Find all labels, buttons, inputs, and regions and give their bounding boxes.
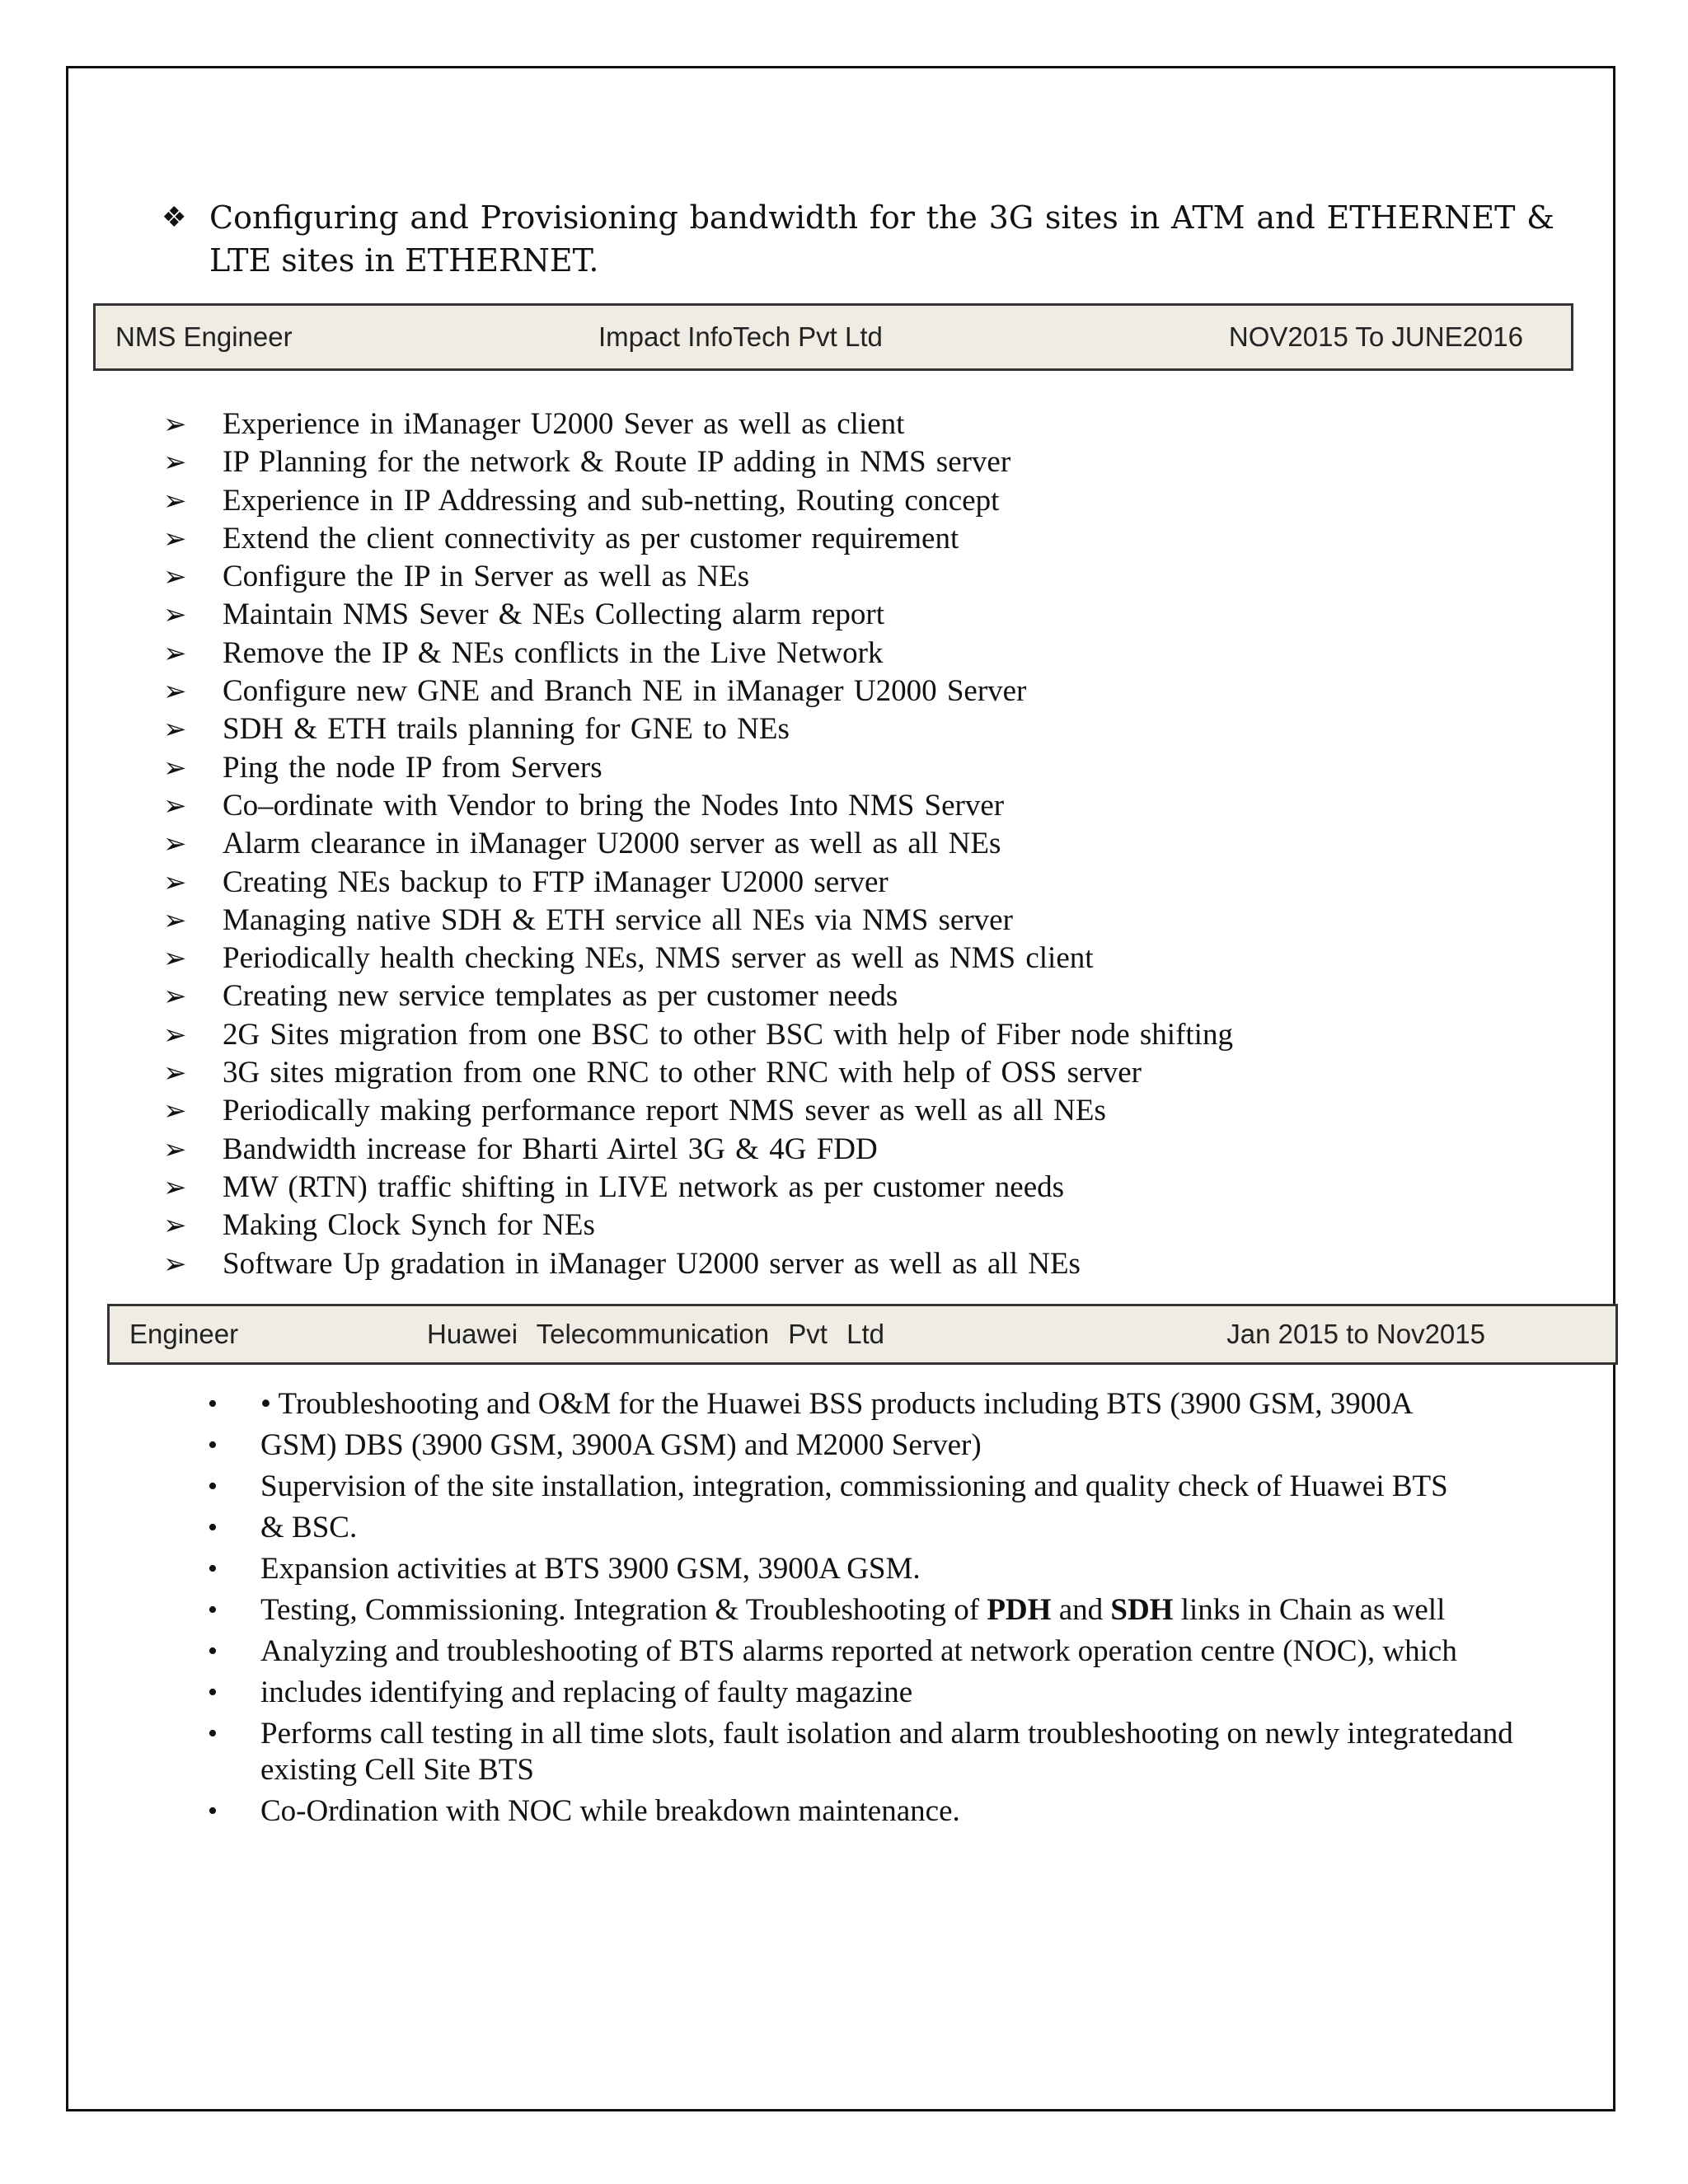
dot-bullet-icon: • <box>208 1796 218 1826</box>
arrow-bullet-icon: ➢ <box>163 1057 187 1090</box>
list-item <box>163 405 1482 443</box>
list-item-text: SDH & ETH trails planning for GNE to NEs <box>223 712 790 747</box>
arrow-bullet-icon: ➢ <box>163 598 187 632</box>
arrow-bullet-icon: ➢ <box>163 865 187 899</box>
arrow-bullet-icon: ➢ <box>163 789 187 823</box>
job-role: Engineer <box>129 1319 239 1349</box>
list-item <box>163 977 1482 1015</box>
list-item-text: Supervision of the site installation, integration, commissioning and quality check of Huawei BTS <box>260 1469 1448 1503</box>
job-header-engineer <box>107 1304 1618 1365</box>
huawei-duties-list <box>208 1386 1526 1835</box>
arrow-bullet-icon: ➢ <box>163 408 187 441</box>
job-company: Huawei Telecommunication Pvt Ltd <box>427 1319 884 1349</box>
arrow-bullet-icon: ➢ <box>163 484 187 518</box>
list-item-text: Configure the IP in Server as well as NEs <box>223 560 750 594</box>
arrow-bullet-icon: ➢ <box>163 942 187 976</box>
list-item-text: Experience in IP Addressing and sub-netting, Routing concept <box>223 483 1000 518</box>
list-item <box>163 1016 1482 1054</box>
list-item-text: Experience in iManager U2000 Sever as well as client <box>223 407 905 441</box>
job-period: Jan 2015 to Nov2015 <box>1226 1319 1485 1349</box>
list-item <box>163 635 1482 673</box>
list-item <box>163 1092 1482 1130</box>
list-item <box>163 558 1482 596</box>
job-role: NMS Engineer <box>115 321 293 352</box>
list-item <box>163 1054 1482 1092</box>
list-item-text: Software Up gradation in iManager U2000 server as well as all NEs <box>223 1246 1081 1281</box>
arrow-bullet-icon: ➢ <box>163 980 187 1014</box>
list-item <box>208 1427 1526 1464</box>
arrow-bullet-icon: ➢ <box>163 827 187 861</box>
list-item <box>163 902 1482 940</box>
list-item-text: includes identifying and replacing of faulty magazine <box>260 1675 913 1709</box>
list-item <box>163 1245 1482 1283</box>
list-item-text: GSM) DBS (3900 GSM, 3900A GSM) and M2000 Server) <box>260 1428 982 1462</box>
arrow-bullet-icon: ➢ <box>163 903 187 937</box>
dot-bullet-icon: • <box>208 1677 218 1708</box>
list-item <box>208 1510 1526 1546</box>
list-item <box>163 710 1482 748</box>
arrow-bullet-icon: ➢ <box>163 1247 187 1281</box>
list-item-text: Testing, Commissioning. Integration & Troubleshooting of PDH and SDH links in Chain as well <box>260 1593 1446 1627</box>
list-item-text: & BSC. <box>260 1511 358 1544</box>
list-item <box>163 825 1482 863</box>
dot-bullet-icon: • <box>208 1389 218 1419</box>
list-item-text: 3G sites migration from one RNC to other RNC with help of OSS server <box>223 1056 1142 1090</box>
dot-bullet-icon: • <box>208 1636 218 1666</box>
list-item <box>163 749 1482 787</box>
list-item-text: Configure new GNE and Branch NE in iManager U2000 Server <box>223 674 1027 709</box>
list-item <box>163 596 1482 634</box>
list-item-text: Extend the client connectivity as per customer requirement <box>223 521 959 555</box>
dot-bullet-icon: • <box>208 1718 218 1749</box>
arrow-bullet-icon: ➢ <box>163 1132 187 1166</box>
list-item <box>163 482 1482 520</box>
list-item-text: Creating new service templates as per customer needs <box>223 979 898 1014</box>
list-item <box>208 1551 1526 1587</box>
list-item-text: Maintain NMS Sever & NEs Collecting alarm report <box>223 598 884 632</box>
list-item-text: Periodically making performance report NMS sever as well as all NEs <box>223 1094 1106 1128</box>
job-period: NOV2015 To JUNE2016 <box>1228 321 1523 352</box>
arrow-bullet-icon: ➢ <box>163 1170 187 1204</box>
list-item <box>163 864 1482 902</box>
list-item <box>208 1716 1526 1788</box>
list-item-text: Making Clock Synch for NEs <box>223 1208 595 1243</box>
list-item <box>208 1675 1526 1711</box>
list-item <box>163 1131 1482 1169</box>
arrow-bullet-icon: ➢ <box>163 560 187 594</box>
list-item-text: Ping the node IP from Servers <box>223 750 603 785</box>
list-item <box>163 1207 1482 1244</box>
diamond-bullet-icon: ❖ <box>162 201 187 234</box>
list-item <box>163 443 1482 481</box>
intro-bullet <box>162 196 1554 282</box>
arrow-bullet-icon: ➢ <box>163 713 187 747</box>
list-item <box>208 1386 1526 1422</box>
arrow-bullet-icon: ➢ <box>163 636 187 670</box>
dot-bullet-icon: • <box>208 1471 218 1502</box>
list-item-text: • Troubleshooting and O&M for the Huawei BSS products including BTS (3900 GSM, 3900A <box>260 1387 1414 1421</box>
list-item-text: Creating NEs backup to FTP iManager U2000 server <box>223 865 889 899</box>
job-company: Impact InfoTech Pvt Ltd <box>598 321 883 352</box>
list-item <box>163 673 1482 710</box>
list-item-text: 2G Sites migration from one BSC to other BSC with help of Fiber node shifting <box>223 1017 1233 1052</box>
arrow-bullet-icon: ➢ <box>163 522 187 555</box>
list-item <box>208 1469 1526 1505</box>
list-item-text: Co–ordinate with Vendor to bring the Nodes Into NMS Server <box>223 788 1005 823</box>
list-item-text: Remove the IP & NEs conflicts in the Live Network <box>223 635 884 670</box>
list-item <box>163 1169 1482 1207</box>
intro-text: Configuring and Provisioning bandwidth for the 3G sites in ATM and ETHERNET & LTE sites in ETHERNET. <box>209 199 1554 279</box>
arrow-bullet-icon: ➢ <box>163 675 187 709</box>
arrow-bullet-icon: ➢ <box>163 751 187 785</box>
list-item <box>208 1592 1526 1629</box>
list-item-text: Expansion activities at BTS 3900 GSM, 3900A GSM. <box>260 1552 921 1586</box>
list-item <box>163 520 1482 558</box>
dot-bullet-icon: • <box>208 1595 218 1625</box>
arrow-bullet-icon: ➢ <box>163 446 187 480</box>
arrow-bullet-icon: ➢ <box>163 1094 187 1128</box>
dot-bullet-icon: • <box>208 1554 218 1584</box>
list-item-text: Alarm clearance in iManager U2000 server as well as all NEs <box>223 827 1001 861</box>
list-item <box>163 787 1482 825</box>
job-header-nms-engineer <box>93 303 1573 371</box>
list-item-text: Analyzing and troubleshooting of BTS alarms reported at network operation centre (NOC), which <box>260 1634 1457 1668</box>
list-item-text: Co-Ordination with NOC while breakdown maintenance. <box>260 1794 960 1828</box>
dot-bullet-icon: • <box>208 1430 218 1460</box>
list-item-text: Performs call testing in all time slots, fault isolation and alarm troubleshooting on newly integratedand existing Cell Site BTS <box>260 1717 1513 1787</box>
arrow-bullet-icon: ➢ <box>163 1209 187 1243</box>
list-item-text: Bandwidth increase for Bharti Airtel 3G & 4G FDD <box>223 1132 878 1166</box>
dot-bullet-icon: • <box>208 1512 218 1543</box>
list-item <box>163 940 1482 977</box>
list-item-text: MW (RTN) traffic shifting in LIVE network as per customer needs <box>223 1169 1065 1204</box>
arrow-bullet-icon: ➢ <box>163 1018 187 1052</box>
list-item <box>208 1793 1526 1830</box>
list-item <box>208 1633 1526 1670</box>
list-item-text: IP Planning for the network & Route IP adding in NMS server <box>223 445 1011 480</box>
list-item-text: Managing native SDH & ETH service all NEs via NMS server <box>223 902 1013 937</box>
nms-duties-list <box>163 405 1482 1283</box>
list-item-text: Periodically health checking NEs, NMS server as well as NMS client <box>223 941 1094 976</box>
